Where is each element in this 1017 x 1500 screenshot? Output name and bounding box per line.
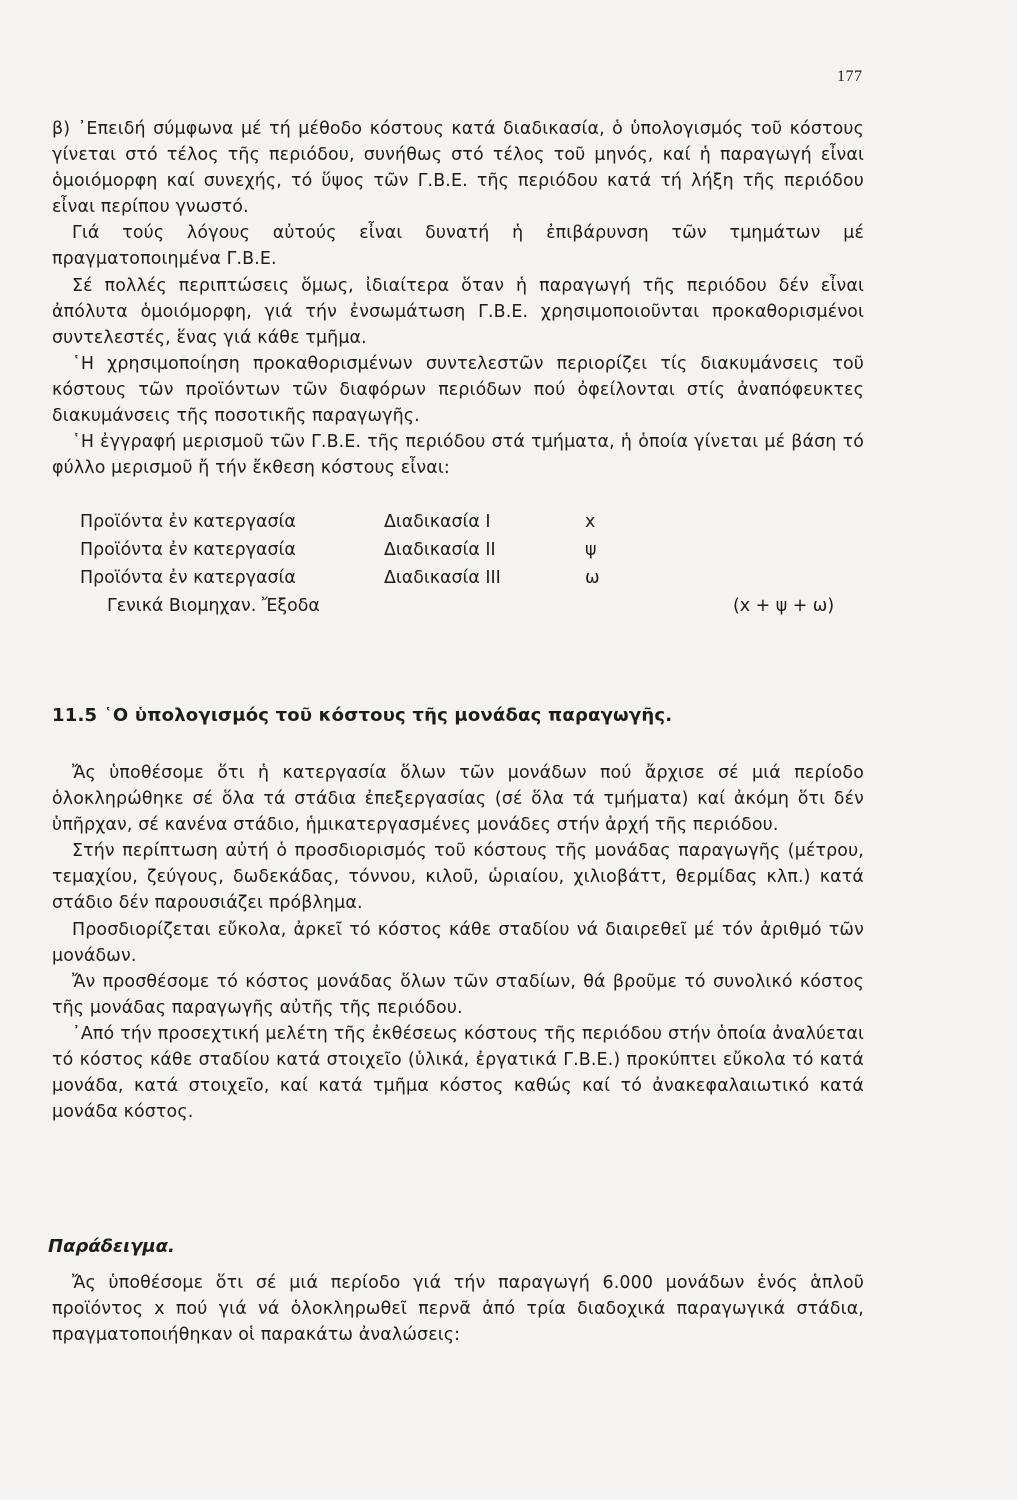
paragraph: Ἄς ὑποθέσομε ὅτι σέ μιά περίοδο γιά τήν παραγωγή 6.000 μονάδων ἑνός ἁπλοῦ προϊόντος x πού γιά νά ὁλοκληρωθεῖ περνᾶ ἀπό τρία διαδοχικά παραγωγικά στάδια, πραγματοποιήθηκαν οἱ παρακάτω ἀναλώσεις: [52, 1273, 864, 1346]
credit-account: Γενικά Βιομηχαν. Ἔξοδα [107, 596, 320, 616]
entry-amount: x [585, 512, 596, 532]
journal-entry-credit-row [80, 596, 880, 624]
debit-account: Προϊόντα ἐν κατεργασία [80, 540, 296, 560]
debit-account: Προϊόντα ἐν κατεργασία [80, 568, 296, 588]
paragraph: β) ᾿Επειδή σύμφωνα μέ τή μέθοδο κόστους κατά διαδικασία, ὁ ὑπολογισμός τοῦ κόστους γίνεται στό τέλος τῆς περιόδου, συνήθως στό τέλος τοῦ μηνός, καί ἡ παραγωγή εἶναι ὁμοιόμορφη καί συνεχής, τό ὕψος τῶν Γ.Β.Ε. τῆς περιόδου κατά τή λήξη τῆς περιόδου εἶναι περίπου γνωστό. [52, 119, 864, 218]
paragraph: Στήν περίπτωση αὐτή ὁ προσδιορισμός τοῦ κόστους τῆς μονάδας παραγωγῆς (μέτρου, τεμαχίου, ζεύγους, δωδεκάδας, τόννου, κιλοῦ, ὡριαίου, χιλιοβάττ, θερμίδας κλπ.) κατά στάδιο δέν παρουσιάζει πρόβλημα. [52, 841, 864, 914]
journal-entry [80, 512, 880, 624]
page-number: 177 [837, 68, 863, 85]
paragraph: Ἄν προσθέσομε τό κόστος μονάδας ὅλων τῶν σταδίων, θά βροῦμε τό συνολικό κόστος τῆς μονάδας παραγωγῆς αὐτῆς τῆς περιόδου. [52, 971, 864, 1018]
paragraph: ῾Η χρησιμοποίηση προκαθορισμένων συντελεστῶν περιορίζει τίς διακυμάνσεις τοῦ κόστους τῶν προϊόντων τῶν διαφόρων περιόδων πού ὀφείλονται στίς ἀναπόφευκτες διακυμάνσεις τῆς ποσοτικῆς παραγωγῆς. [52, 353, 864, 427]
journal-entry-row [80, 540, 880, 568]
paragraph: ᾿Από τήν προσεχτική μελέτη τῆς ἐκθέσεως κόστους τῆς περιόδου στήν ὁποία ἀναλύεται τό κόστος κάθε σταδίου κατά στοιχεῖο (ὑλικά, ἐργατικά Γ.Β.Ε.) προκύπτει εὔκολα τό κατά μονάδα, κατά στοιχεῖο, καί κατά τμῆμα κόστος καθώς καί τό ἀνακεφαλαιωτικό κατά μονάδα κόστος. [52, 1023, 864, 1123]
paragraph: Γιά τούς λόγους αὐτούς εἶναι δυνατή ἡ ἐπιβάρυνση τῶν τμημάτων μέ πραγματοποιημένα Γ.Β.Ε. [52, 223, 864, 270]
paragraph: Προσδιορίζεται εὔκολα, ἀρκεῖ τό κόστος κάθε σταδίου νά διαιρεθεῖ μέ τόν ἀριθμό τῶν μονάδων. [52, 919, 864, 966]
entry-amount: ψ [585, 540, 597, 560]
text-block-budget [52, 116, 864, 481]
text-block-example [52, 1270, 864, 1348]
journal-entry-row [80, 512, 880, 540]
paragraph: Ἄς ὑποθέσομε ὅτι ἡ κατεργασία ὅλων τῶν μονάδων πού ἄρχισε σέ μιά περίοδο ὁλοκληρώθηκε σέ ὅλα τά στάδια ἐπεξεργασίας (σέ ὅλα τά τμήματα) καί ἀκόμη ὅτι δέν ὑπῆρχαν, σέ κανένα στάδιο, ἡμικατεργασμένες μονάδες στήν ἀρχή τῆς περιόδου. [52, 763, 864, 836]
entry-amount: ω [585, 568, 600, 588]
journal-entry-row [80, 568, 880, 596]
total-amount: (x + ψ + ω) [733, 596, 835, 616]
text-block-unit-cost [52, 760, 864, 1125]
debit-account: Προϊόντα ἐν κατεργασία [80, 512, 296, 532]
process-name: Διαδικασία ΙΙ [384, 540, 496, 560]
example-heading: Παράδειγμα. [48, 1236, 175, 1257]
section-heading: 11.5 ῾Ο ὑπολογισμός τοῦ κόστους τῆς μονάδας παραγωγῆς. [52, 705, 673, 726]
process-name: Διαδικασία ΙΙΙ [384, 568, 501, 588]
process-name: Διαδικασία Ι [384, 512, 491, 532]
paragraph: Σέ πολλές περιπτώσεις ὅμως, ἰδιαίτερα ὅταν ἡ παραγωγή τῆς περιόδου δέν εἶναι ἀπόλυτα ὁμοιόμορφη, γιά τήν ἐνσωμάτωση Γ.Β.Ε. χρησιμοποιοῦνται προκαθορισμένοι συντελεστές, ἕνας γιά κάθε τμῆμα. [52, 275, 864, 348]
paragraph: ῾Η ἐγγραφή μερισμοῦ τῶν Γ.Β.Ε. τῆς περιόδου στά τμήματα, ἡ ὁποία γίνεται μέ βάση τό φύλλο μερισμοῦ ἤ τήν ἔκθεση κόστους εἶναι: [52, 432, 864, 479]
